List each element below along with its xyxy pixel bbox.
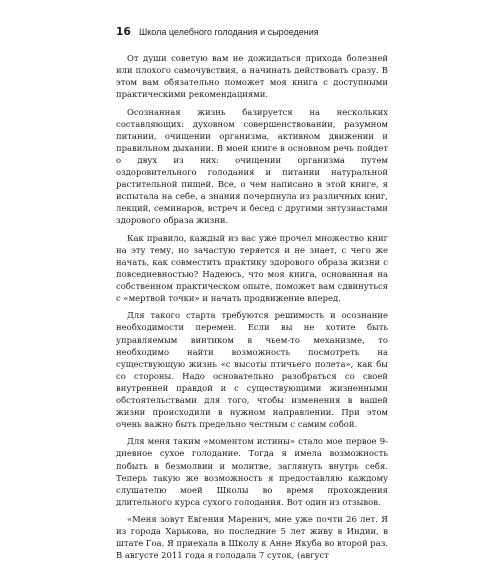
page-number: 16 — [116, 26, 132, 38]
running-title: Школа целебного голодания и сыроедения — [139, 27, 319, 37]
page-header — [116, 26, 319, 42]
paragraph-2: Осознанная жизнь базируется на нескольких составляющих: духовном совершенствовании, разумном питании, очищении организма, активном движении и правильном дыхании. В моей книге в основном речь пойдет о двух из них: очищении организма путем оздоровительного голодания и питании натуральной растительной пищей. Все, о чем написано в этой книге, я испытала на себе, а знания почерпнула из различных книг, лекций, семинаров, встреч и бесед с другими энтузиастами здорового образа жизни. — [116, 106, 388, 226]
paragraph-4: Для такого старта требуются решимость и осознание необходимости перемен. Если вы не хотите быть управляемым винтиком в чьем-то механизме, то необходимо найти возможность посмотреть на существующую жизнь «с высоты птичьего полета», как бы со стороны. Надо основательно разобраться со своей внутренней правдой и с существующими жизненными обстоятельствами для того, чтобы изменения в вашей жизни происходили в нужном направлении. При этом очень важно быть предельно честным с самим собой. — [116, 310, 388, 429]
paragraph-1: От души советую вам не дожидаться прихода болезней или плохого самочувствия, а начинать действовать сразу. В этом вам обязательно поможет моя книга с доступными практическими рекомендациями. — [116, 53, 388, 100]
body-text — [116, 52, 388, 561]
paragraph-6: «Меня зовут Евгения Маренич, мне уже почти 26 лет. Я из города Харькова, но последние 5 лет живу в Индии, в штате Гоа. Я приехала в Школу к Анне Якуба во второй раз. В августе 2011 года я голодала 7 суток, (август — [116, 514, 388, 561]
paragraph-3: Как правило, каждый из вас уже прочел множество книг на эту тему, но зачастую теряется и не знает, с чего же начать, как совместить практику здорового образа жизни с повседневностью? Надеюсь, что моя книга, основанная на собственном практическом опыте, поможет вам сдвинуться с «мертвой точки» и начать продвижение вперед. — [116, 232, 388, 303]
paragraph-5: Для меня таким «моментом истины» стало мое первое 9-дневное сухое голодание. Тогда я имела возможность побыть в безмолвии и молитве, заглянуть внутрь себя. Теперь такую же возможность я предоставляю каждому слушателю моей Школы во время прохождения длительного курса сухого голодания. Вот один из отзывов. — [116, 436, 388, 507]
